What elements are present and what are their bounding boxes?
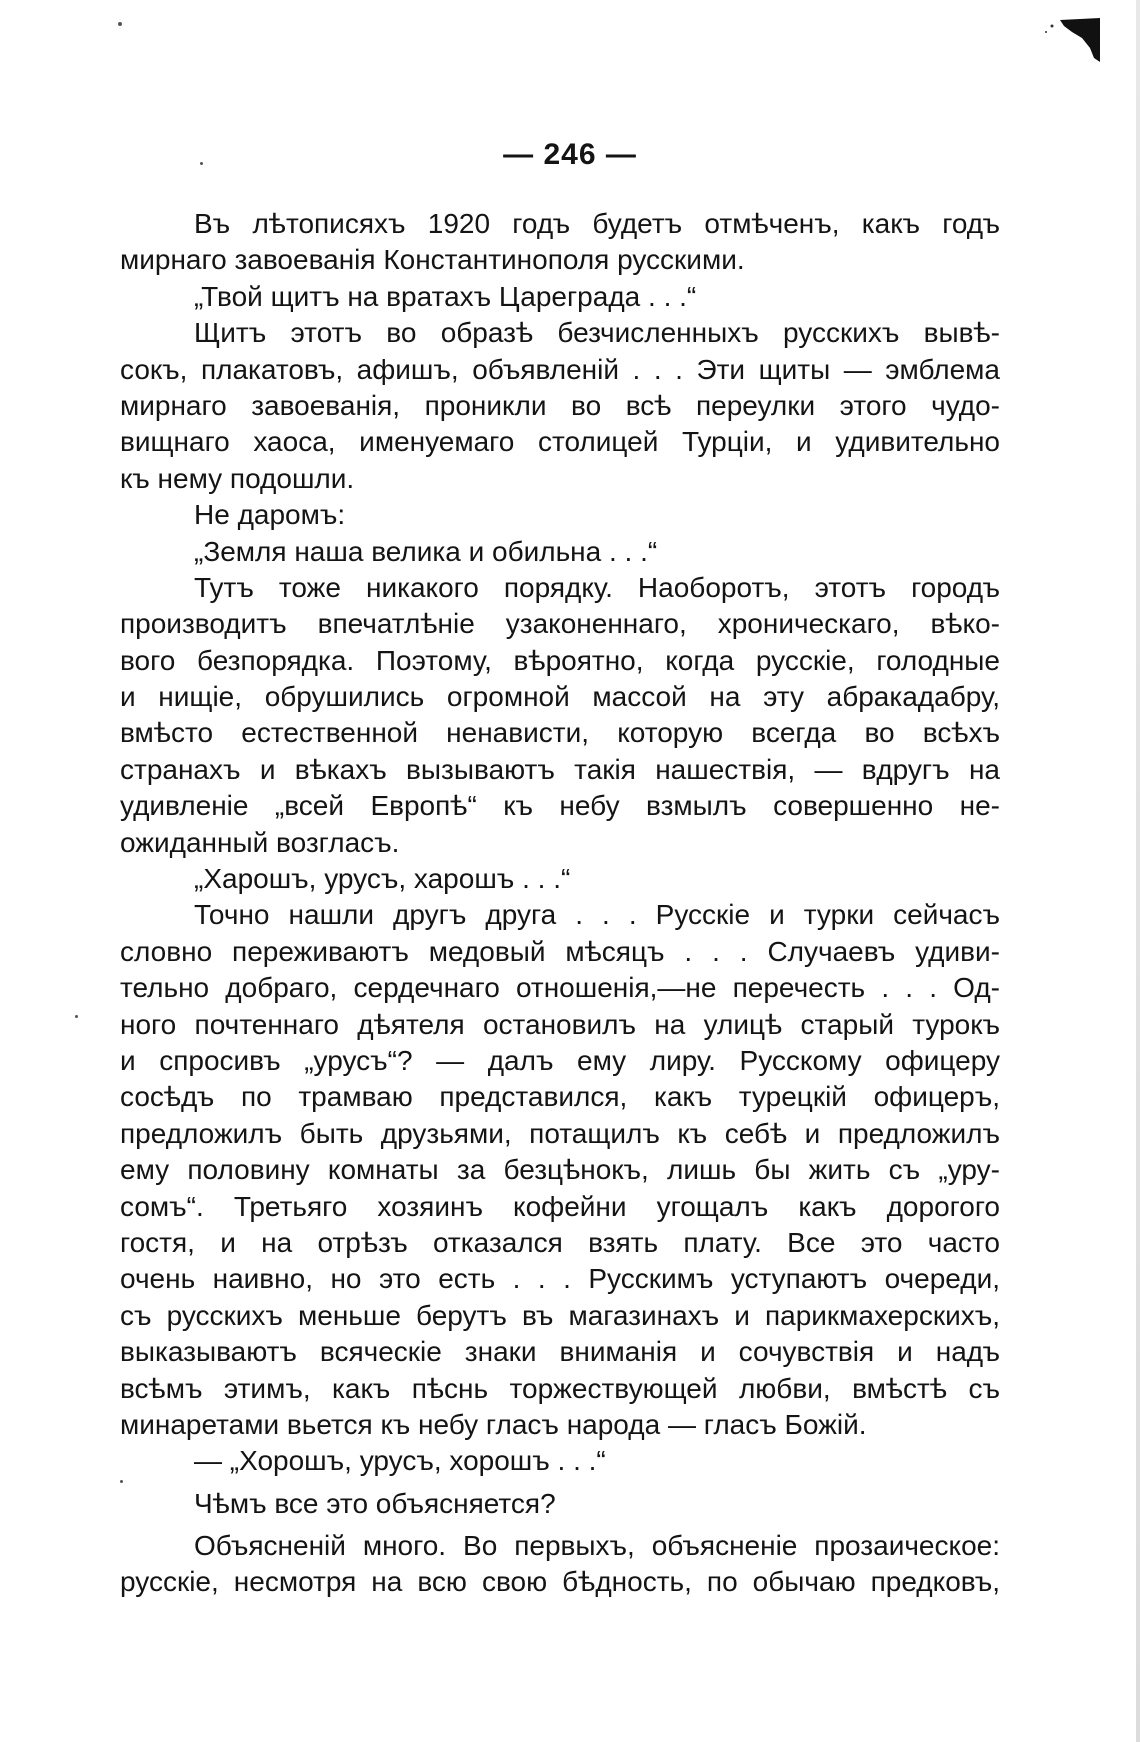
text-line: Точно нашли другъ друга . . . Русскіе и турки сейчасъ [194, 899, 1000, 931]
text-line: сомъ“. Третьяго хозяинъ кофейни угощалъ какъ дорогого [120, 1190, 1000, 1222]
text-line: производитъ впечатлѣніе узаконеннаго, хроническаго, вѣко- [120, 608, 1000, 640]
text-line: предложилъ быть друзьями, потащилъ къ себѣ и предложилъ [120, 1117, 1000, 1149]
text-line: Не даромъ: [194, 499, 346, 531]
body-text [120, 206, 1000, 1601]
text-line: странахъ и вѣкахъ вызываютъ такія нашествія, — вдругъ на [120, 753, 1000, 785]
text-line: тельно добраго, сердечнаго отношенія,—не перечесть . . . Од- [120, 972, 1000, 1004]
text-line: всѣмъ этимъ, какъ пѣснь торжествующей любви, вмѣстѣ съ [120, 1372, 1000, 1404]
text-line: вищнаго хаоса, именуемаго столицей Турціи, и удивительно [120, 426, 1000, 458]
text-line: и спросивъ „урусъ“? — далъ ему лиру. Русскому офицеру [120, 1044, 1000, 1076]
text-line: Въ лѣтописяхъ 1920 годъ будетъ отмѣченъ, какъ годъ [194, 208, 1000, 239]
text-line: выказываютъ всяческіе знаки вниманія и сочувствія и надъ [120, 1336, 1000, 1368]
scan-smudge [1042, 18, 1102, 68]
text-line: — „Хорошъ, урусъ, хорошъ . . .“ [194, 1445, 606, 1477]
text-line: къ нему подошли. [120, 462, 355, 494]
text-line: минаретами вьется къ небу гласъ народа — гласъ Божій. [120, 1408, 867, 1440]
text-line: съ русскихъ меньше берутъ въ магазинахъ и парикмахерскихъ, [120, 1299, 1000, 1331]
text-line: Объясненій много. Во первыхъ, объясненіе прозаическое: [194, 1530, 1000, 1562]
text-line: удивленіе „всей Европѣ“ къ небу взмылъ совершенно не- [120, 790, 1000, 822]
scan-speck [75, 1015, 78, 1018]
text-line: вмѣсто естественной ненависти, которую всегда во всѣхъ [120, 717, 1000, 749]
text-line: „Твой щитъ на вратахъ Цареграда . . .“ [194, 280, 697, 312]
text-line: очень наивно, но это есть . . . Русскимъ уступаютъ очереди, [120, 1263, 1000, 1295]
text-line: вого безпорядка. Поэтому, вѣроятно, когда русскіе, голодные [120, 644, 1000, 676]
text-line: сосѣдъ по трамваю представился, какъ турецкій офицеръ, [120, 1081, 1000, 1113]
text-line: сокъ, плакатовъ, афишъ, объявленій . . . Эти щиты — эмблема [120, 353, 1000, 385]
text-line: мирнаго завоеванія Константинополя русскими. [120, 244, 745, 276]
page-edge [1136, 0, 1140, 1742]
text-line: „Земля наша велика и обильна . . .“ [194, 535, 658, 567]
scan-speck [118, 22, 122, 26]
text-line: ожиданный возгласъ. [120, 826, 400, 858]
text-line: Чѣмъ все это объясняется? [194, 1487, 556, 1519]
page-number: — 246 — [503, 138, 637, 171]
text-line: „Харошъ, урусъ, харошъ . . .“ [194, 863, 571, 895]
text-line: ного почтеннаго дѣятеля остановилъ на улицѣ старый турокъ [120, 1008, 1000, 1040]
text-line: мирнаго завоеванія, проникли во всѣ переулки этого чудо- [120, 389, 1000, 421]
text-line: словно переживаютъ медовый мѣсяцъ . . . Случаевъ удиви- [120, 935, 1000, 967]
text-line: русскіе, несмотря на всю свою бѣдность, по обычаю предковъ, [120, 1566, 1000, 1598]
text-line: гостя, и на отрѣзъ отказался взять плату. Все это часто [120, 1226, 1000, 1258]
text-line: ему половину комнаты за безцѣнокъ, лишь бы жить съ „уру- [120, 1154, 1000, 1186]
text-line: Тутъ тоже никакого порядку. Наоборотъ, этотъ городъ [194, 571, 1000, 603]
text-line: Щитъ этотъ во образѣ безчисленныхъ русскихъ вывѣ- [194, 317, 1000, 349]
text-line: и нищіе, обрушились огромной массой на эту абракадабру, [120, 681, 1000, 713]
